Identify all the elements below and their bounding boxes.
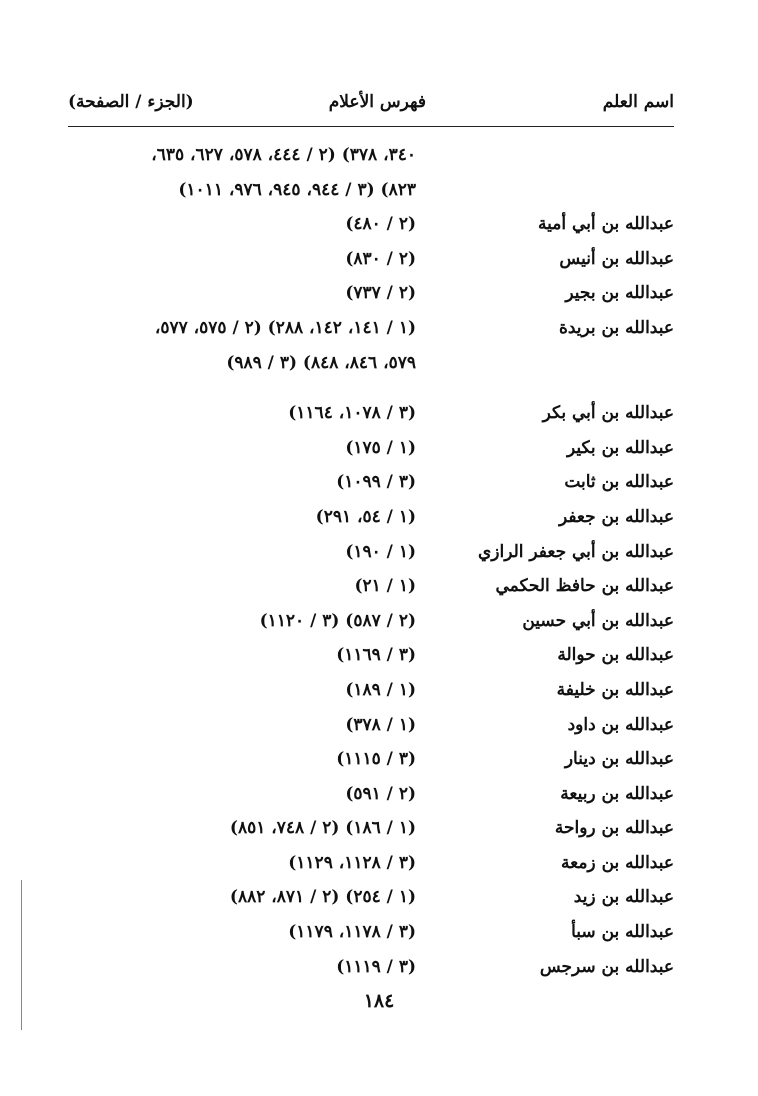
index-entry bbox=[0, 777, 758, 812]
index-entry bbox=[0, 535, 758, 570]
header-rule bbox=[68, 126, 674, 127]
index-entry bbox=[0, 431, 758, 466]
entry-references: (١ / ١٨٦) (٢ / ٧٤٨، ٨٥١) bbox=[229, 818, 416, 839]
index-entry bbox=[0, 846, 758, 881]
index-entry bbox=[0, 311, 758, 396]
index-entry bbox=[0, 242, 758, 277]
entry-references: (١ / ١٨٩) bbox=[345, 679, 416, 700]
entry-name: عبدالله بن سرجس bbox=[539, 956, 674, 977]
entry-references: ٥٧٩، ٨٤٦، ٨٤٨) (٣ / ٩٨٩) bbox=[226, 352, 416, 373]
entry-name: عبدالله بن داود bbox=[567, 714, 674, 735]
index-entry bbox=[0, 673, 758, 708]
entry-name: عبدالله بن أبي جعفر الرازي bbox=[477, 541, 674, 562]
entry-references: (٣ / ١١١٥) bbox=[336, 749, 416, 770]
entry-name: عبدالله بن بجير bbox=[565, 283, 674, 304]
entry-references: (١ / ٣٧٨) bbox=[345, 714, 416, 735]
index-entry bbox=[0, 465, 758, 500]
index-entry bbox=[0, 880, 758, 915]
index-entry bbox=[0, 138, 758, 207]
entry-references: (٣ / ١١٢٨، ١١٢٩) bbox=[288, 852, 416, 873]
entry-name: عبدالله بن بكير bbox=[567, 437, 674, 458]
index-entry bbox=[0, 604, 758, 639]
entry-references: (٢ / ٧٣٧) bbox=[345, 283, 416, 304]
entry-references: (٣ / ١٠٩٩) bbox=[336, 472, 416, 493]
index-entry bbox=[0, 638, 758, 673]
index-entry bbox=[0, 396, 758, 431]
index-entry bbox=[0, 276, 758, 311]
entry-references: (١ / ١٩٠) bbox=[345, 541, 416, 562]
entry-name: عبدالله بن رواحة bbox=[554, 818, 674, 839]
entry-name: عبدالله بن خليفة bbox=[556, 679, 674, 700]
index-entry bbox=[0, 207, 758, 242]
entry-references: ٣٤٠، ٣٧٨) (٢ / ٤٤٤، ٥٧٨، ٦٢٧، ٦٣٥، bbox=[151, 145, 416, 165]
entry-name: عبدالله بن حافظ الحكمي bbox=[495, 576, 674, 597]
entry-name: عبدالله بن حوالة bbox=[557, 645, 674, 666]
entry-name: عبدالله بن دينار bbox=[564, 749, 674, 770]
entry-references: ٨٢٣) (٣ / ٩٤٤، ٩٤٥، ٩٧٦، ١٠١١) bbox=[178, 179, 416, 200]
index-entry bbox=[0, 500, 758, 535]
index-entry bbox=[0, 742, 758, 777]
entry-references: (١ / ٢١) bbox=[354, 576, 416, 597]
entry-name: عبدالله بن زمعة bbox=[561, 852, 674, 873]
index-entry bbox=[0, 811, 758, 846]
entry-name: عبدالله بن بريدة bbox=[558, 317, 674, 338]
entry-references: (٢ / ٤٨٠) bbox=[345, 214, 416, 235]
entry-name: عبدالله بن جعفر bbox=[558, 506, 674, 527]
index-entry bbox=[0, 950, 758, 985]
name-column-heading: اسم العلم bbox=[602, 92, 674, 112]
entry-name: عبدالله بن أبي بكر bbox=[542, 403, 674, 424]
entry-references: (٣ / ١١١٩) bbox=[336, 956, 416, 977]
entry-references: (١ / ٥٤، ٢٩١) bbox=[315, 506, 416, 527]
index-title: فهرس الأعلام bbox=[328, 92, 426, 112]
entry-references: (٢ / ٨٣٠) bbox=[345, 248, 416, 269]
entry-references: (١ / ١٧٥) bbox=[345, 437, 416, 458]
entry-name: عبدالله بن سبأ bbox=[571, 922, 674, 943]
entry-name: عبدالله بن ثابت bbox=[564, 472, 674, 493]
entry-references: (٢ / ٥٩١) bbox=[345, 783, 416, 804]
entry-name: عبدالله بن أبي أمية bbox=[538, 214, 674, 235]
entry-name: عبدالله بن أنيس bbox=[559, 248, 674, 269]
index-entry bbox=[0, 708, 758, 743]
entry-name: عبدالله بن ربيعة bbox=[560, 783, 674, 804]
index-entry bbox=[0, 569, 758, 604]
entry-name: عبدالله بن أبي حسين bbox=[522, 610, 674, 631]
entry-references: (٣ / ١١٧٨، ١١٧٩) bbox=[288, 922, 416, 943]
page-number: ١٨٤ bbox=[363, 990, 395, 1012]
index-entry bbox=[0, 915, 758, 950]
entry-references: (١ / ٢٥٤) (٢ / ٨٧١، ٨٨٢) bbox=[229, 887, 416, 908]
reference-column-heading: (الجزء / الصفحة) bbox=[68, 92, 194, 112]
entry-references: (١ / ١٤١، ١٤٢، ٢٨٨) (٢ / ٥٧٥، ٥٧٧، bbox=[154, 317, 416, 338]
index-header bbox=[68, 92, 674, 126]
entry-name: عبدالله بن زيد bbox=[573, 887, 674, 908]
entry-references: (٣ / ١٠٧٨، ١١٦٤) bbox=[288, 403, 416, 424]
index-entries bbox=[0, 138, 758, 984]
entry-references: (٣ / ١١٦٩) bbox=[336, 645, 416, 666]
entry-references: (٢ / ٥٨٧) (٣ / ١١٢٠) bbox=[259, 610, 416, 631]
